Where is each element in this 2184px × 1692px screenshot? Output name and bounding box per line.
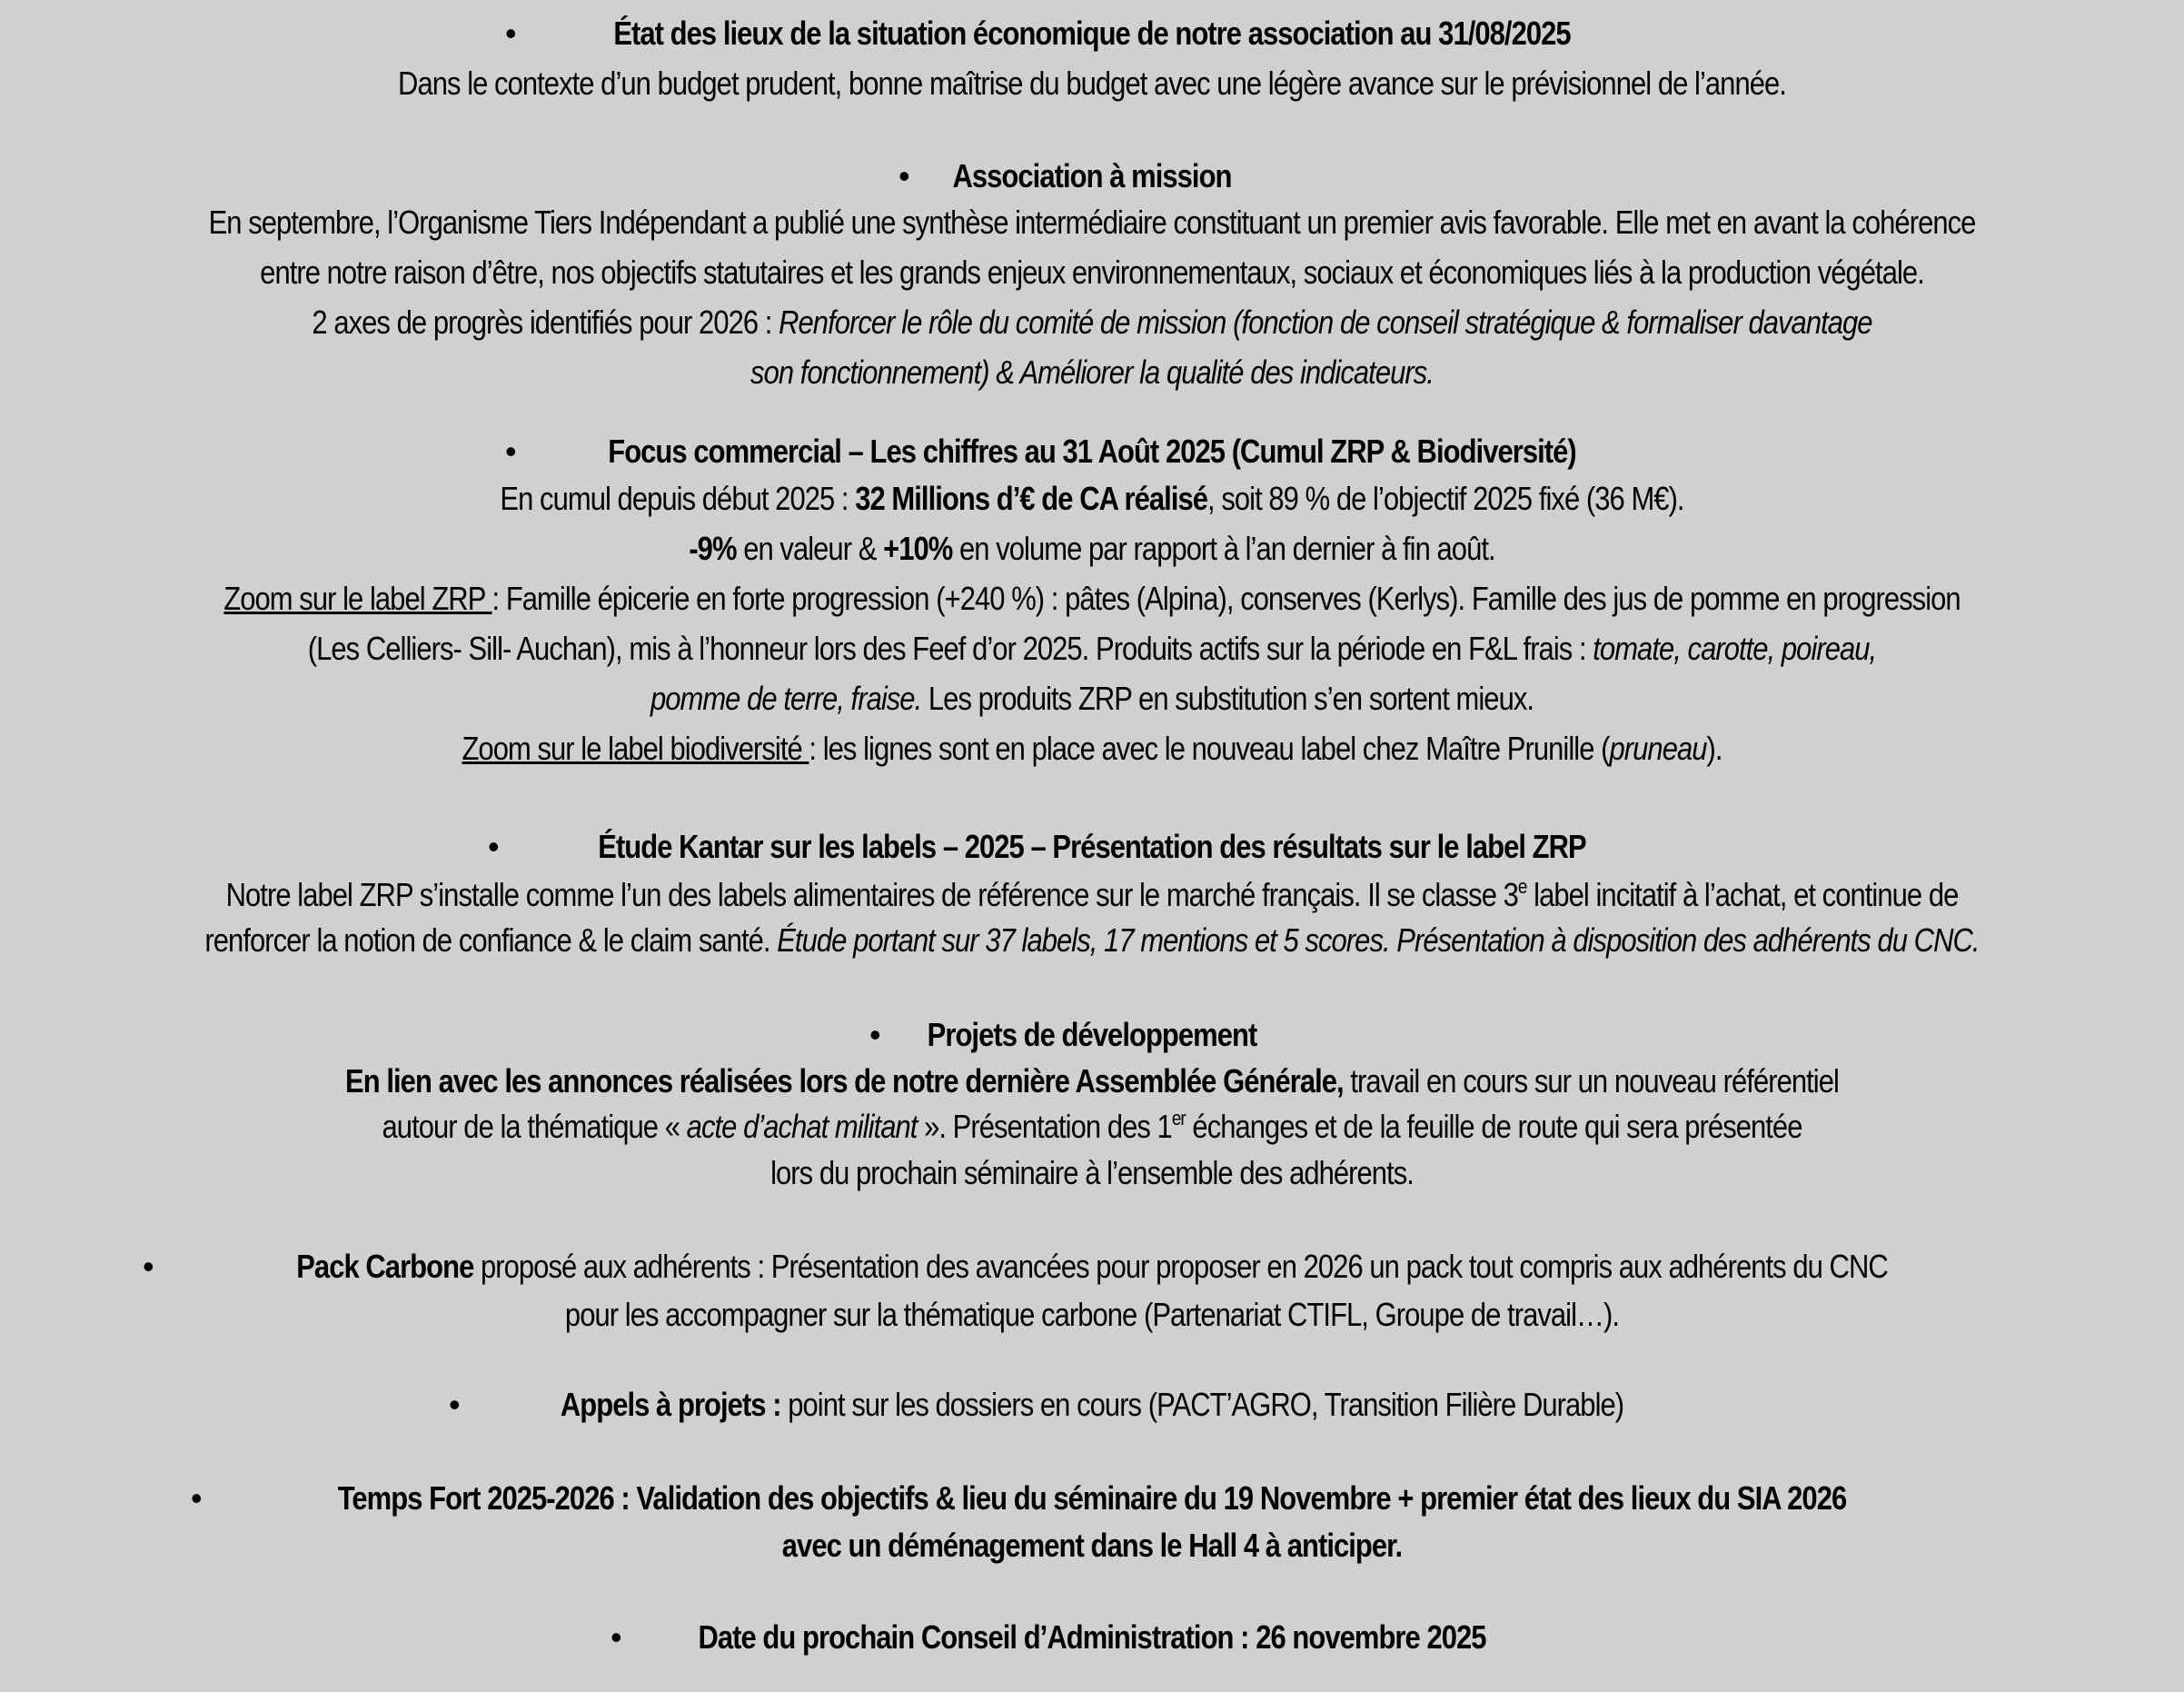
bullet-carbon: •	[143, 1248, 154, 1285]
section-commercial-title: Focus commercial – Les chiffres au 31 Août 2025 (Cumul ZRP & Biodiversité)	[608, 433, 1576, 470]
bullet-economic-status: •	[505, 15, 517, 52]
bullet-commercial: •	[505, 433, 517, 470]
section-commercial-line-1: En cumul depuis début 2025 : 32 Millions d’€ de CA réalisé, soit 89 % de l’objectif 2025 fixé (36 M€).	[500, 480, 1684, 517]
section-mission-line-1: En septembre, l’Organisme Tiers Indépendant a publié une synthèse intermédiaire constituant un premier avis favorable. Elle met en avant la cohérence	[208, 204, 1976, 241]
bullet-temps-fort: •	[191, 1479, 203, 1517]
section-economic-status-text: Dans le contexte d’un budget prudent, bonne maîtrise du budget avec une légère avance sur le prévisionnel de l’année.	[398, 65, 1786, 102]
section-kantar-title: Étude Kantar sur les labels – 2025 – Présentation des résultats sur le label ZRP	[598, 828, 1586, 865]
section-projects-line-2: autour de la thématique « acte d’achat militant ». Présentation des 1er échanges et de la feuille de route qui sera présentée	[382, 1107, 1802, 1145]
section-kantar-line-2: renforcer la notion de confiance & le claim santé. Étude portant sur 37 labels, 17 mentions et 5 scores. Présentation à disposition des adhérents du CNC.	[204, 921, 1980, 959]
section-carbon-line-2: pour les accompagner sur la thématique carbone (Partenariat CTIFL, Groupe de travail…).	[564, 1296, 1620, 1333]
section-commercial-line-5: pomme de terre, fraise. Les produits ZRP en substitution s’en sortent mieux.	[650, 680, 1534, 717]
section-projects-line-1: En lien avec les annonces réalisées lors de notre dernière Assemblée Générale, travail en cours sur un nouveau référentiel	[345, 1062, 1839, 1100]
section-projects-title: Projets de développement	[927, 1016, 1257, 1053]
bullet-mission: •	[898, 157, 910, 194]
section-commercial-line-2: -9% en valeur & +10% en volume par rapport à l’an dernier à fin août.	[689, 530, 1495, 567]
section-projects-line-3: lors du prochain séminaire à l’ensemble des adhérents.	[770, 1154, 1414, 1191]
bullet-kantar: •	[488, 828, 500, 865]
section-carbon-line-1: Pack Carbone proposé aux adhérents : Présentation des avancées pour proposer en 2026 un pack tout compris aux adhérents du CNC	[296, 1248, 1888, 1285]
section-commercial-line-3: Zoom sur le label ZRP : Famille épicerie en forte progression (+240 %) : pâtes (Alpina), conserves (Kerlys). Famille des jus de pomme en progression	[223, 580, 1961, 617]
section-next-board-date: Date du prochain Conseil d’Administration : 26 novembre 2025	[698, 1618, 1486, 1656]
section-calls-line-1: Appels à projets : point sur les dossiers en cours (PACT’AGRO, Transition Filière Durable)	[560, 1386, 1624, 1423]
section-mission-line-3: 2 axes de progrès identifiés pour 2026 : Renforcer le rôle du comité de mission (fonction de conseil stratégique & formaliser davantage	[312, 304, 1872, 341]
section-kantar-line-1: Notre label ZRP s’installe comme l’un des labels alimentaires de référence sur le marché français. Il se classe 3e label incitatif à l’achat, et continue de	[225, 875, 1959, 913]
bullet-calls: •	[449, 1386, 461, 1423]
section-temps-fort-line-2: avec un déménagement dans le Hall 4 à anticiper.	[781, 1527, 1403, 1564]
section-commercial-line-6: Zoom sur le label biodiversité : les lignes sont en place avec le nouveau label chez Maître Prunille (pruneau).	[462, 730, 1722, 767]
section-mission-title: Association à mission	[952, 157, 1232, 194]
section-economic-status-title: État des lieux de la situation économique de notre association au 31/08/2025	[613, 15, 1571, 52]
section-mission-line-4: son fonctionnement) & Améliorer la qualité des indicateurs.	[750, 353, 1434, 391]
bullet-next-board: •	[611, 1618, 622, 1656]
section-temps-fort-line-1: Temps Fort 2025-2026 : Validation des objectifs & lieu du séminaire du 19 Novembre + premier état des lieux du SIA 2026	[337, 1479, 1847, 1517]
bullet-projects: •	[869, 1016, 881, 1053]
section-mission-line-2: entre notre raison d’être, nos objectifs statutaires et les grands enjeux environnementaux, sociaux et économiques liés à la production végétale.	[260, 254, 1924, 291]
section-commercial-line-4: (Les Celliers- Sill- Auchan), mis à l’honneur lors des Feef d’or 2025. Produits actifs sur la période en F&L frais : tomate, carotte, poireau,	[307, 630, 1877, 667]
